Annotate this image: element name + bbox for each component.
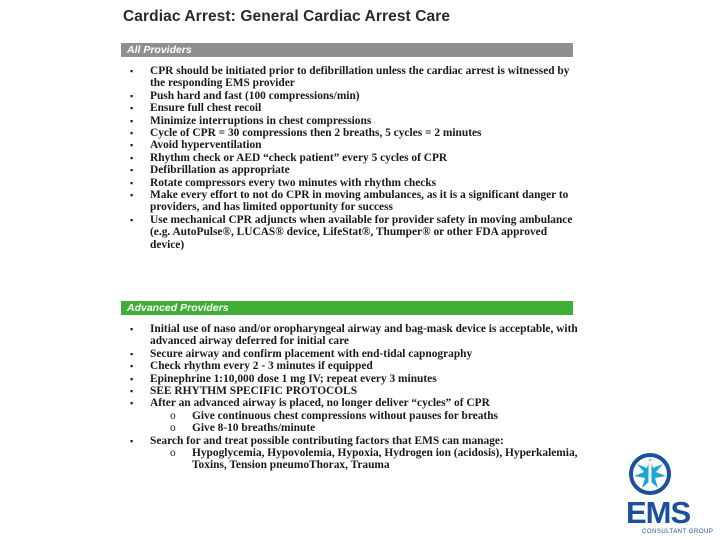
bullet-icon: ▪ xyxy=(130,115,134,126)
bullet-icon: ▪ xyxy=(130,177,134,188)
bullet-icon: ▪ xyxy=(130,165,134,176)
bullet-icon: ▪ xyxy=(130,435,134,446)
list-item: ▪ Push hard and fast (100 compressions/min) xyxy=(130,89,360,102)
list-item: ▪ CPR should be initiated prior to defibrillation unless the cardiac arrest is witnessed by the responding EMS provider xyxy=(130,65,570,90)
list-item: ▪ Ensure full chest recoil xyxy=(130,102,262,115)
list-item: ▪ Avoid hyperventilation xyxy=(130,139,262,152)
list-item: ▪ After an advanced airway is placed, no longer deliver “cycles” of CPR o Give continuous chest compressions without pauses for breaths o Give 8-10 breaths/minute xyxy=(130,397,578,434)
logo-subtext: CONSULTANT GROUP xyxy=(642,529,714,535)
list-item: ▪ Epinephrine 1:10,000 dose 1 mg IV; repeat every 3 minutes xyxy=(130,372,437,385)
sub-bullet-icon: o xyxy=(170,422,176,435)
list-item: ▪ Minimize interruptions in chest compressions xyxy=(130,114,372,127)
bullet-icon: ▪ xyxy=(130,66,134,76)
list-item: ▪ Make every effort to not do CPR in moving ambulances, as it is a significant danger to providers, and has limited opportunity for success xyxy=(130,189,569,214)
bullet-icon: ▪ xyxy=(130,361,134,372)
bullet-icon: ▪ xyxy=(130,128,134,139)
bullet-icon: ▪ xyxy=(130,190,134,201)
list-item: ▪ SEE RHYTHM SPECIFIC PROTOCOLS xyxy=(130,385,358,398)
sub-list xyxy=(150,447,578,472)
star-of-life-icon xyxy=(631,455,669,493)
sub-list xyxy=(150,410,578,435)
sub-bullet-icon: o xyxy=(170,447,176,460)
bullet-icon: ▪ xyxy=(130,152,134,163)
page-title: Cardiac Arrest: General Cardiac Arrest Care xyxy=(123,8,451,25)
sub-list-item: o Give continuous chest compressions without pauses for breaths xyxy=(170,409,498,422)
bullet-icon: ▪ xyxy=(130,324,134,334)
list-item: ▪ Search for and treat possible contributing factors that EMS can manage: o Hypoglycemia, Hypovolemia, Hypoxia, Hydrogen ion (acidosis), Hyperkalemia, Toxins, Tension pneumoThorax, Trauma xyxy=(130,434,578,472)
list-item: ▪ Secure airway and confirm placement with end-tidal capnography xyxy=(130,347,473,360)
advanced-providers-list xyxy=(130,323,578,472)
sub-bullet-icon: o xyxy=(170,409,176,422)
bullet-icon: ▪ xyxy=(130,90,134,101)
list-item: ▪ Rotate compressors every two minutes with rhythm checks xyxy=(130,176,437,189)
list-item: ▪ Check rhythm every 2 - 3 minutes if equipped xyxy=(130,360,373,373)
list-item: ▪ Initial use of naso and/or oropharyngeal airway and bag-mask device is acceptable, with advanced airway deferred for initial care xyxy=(130,323,578,348)
all-providers-list xyxy=(130,65,578,251)
all-providers-header: All Providers xyxy=(121,43,573,57)
list-item: ▪ Rhythm check or AED “check patient” every 5 cycles of CPR xyxy=(130,151,448,164)
list-item: ▪ Cycle of CPR = 30 compressions then 2 breaths, 5 cycles = 2 minutes xyxy=(130,127,482,140)
bullet-icon: ▪ xyxy=(130,348,134,359)
bullet-icon: ▪ xyxy=(130,373,134,384)
bullet-icon: ▪ xyxy=(130,398,134,409)
bullet-icon: ▪ xyxy=(130,214,134,225)
bullet-icon: ▪ xyxy=(130,103,134,114)
list-item: ▪ Use mechanical CPR adjuncts when available for provider safety in moving ambulance (e.g. AutoPulse®, LUCAS® device, LifeStat®, Thumper® or other FDA approved device) xyxy=(130,213,573,251)
list-item: ▪ Defibrillation as appropriate xyxy=(130,164,290,177)
bullet-icon: ▪ xyxy=(130,386,134,397)
bullet-icon: ▪ xyxy=(130,140,134,151)
logo-text: EMS xyxy=(626,495,691,530)
sub-list-item: o Hypoglycemia, Hypovolemia, Hypoxia, Hydrogen ion (acidosis), Hyperkalemia, Toxins, Tension pneumoThorax, Trauma xyxy=(170,447,578,472)
advanced-providers-header: Advanced Providers xyxy=(121,301,573,315)
sub-list-item: o Give 8-10 breaths/minute xyxy=(170,422,316,435)
